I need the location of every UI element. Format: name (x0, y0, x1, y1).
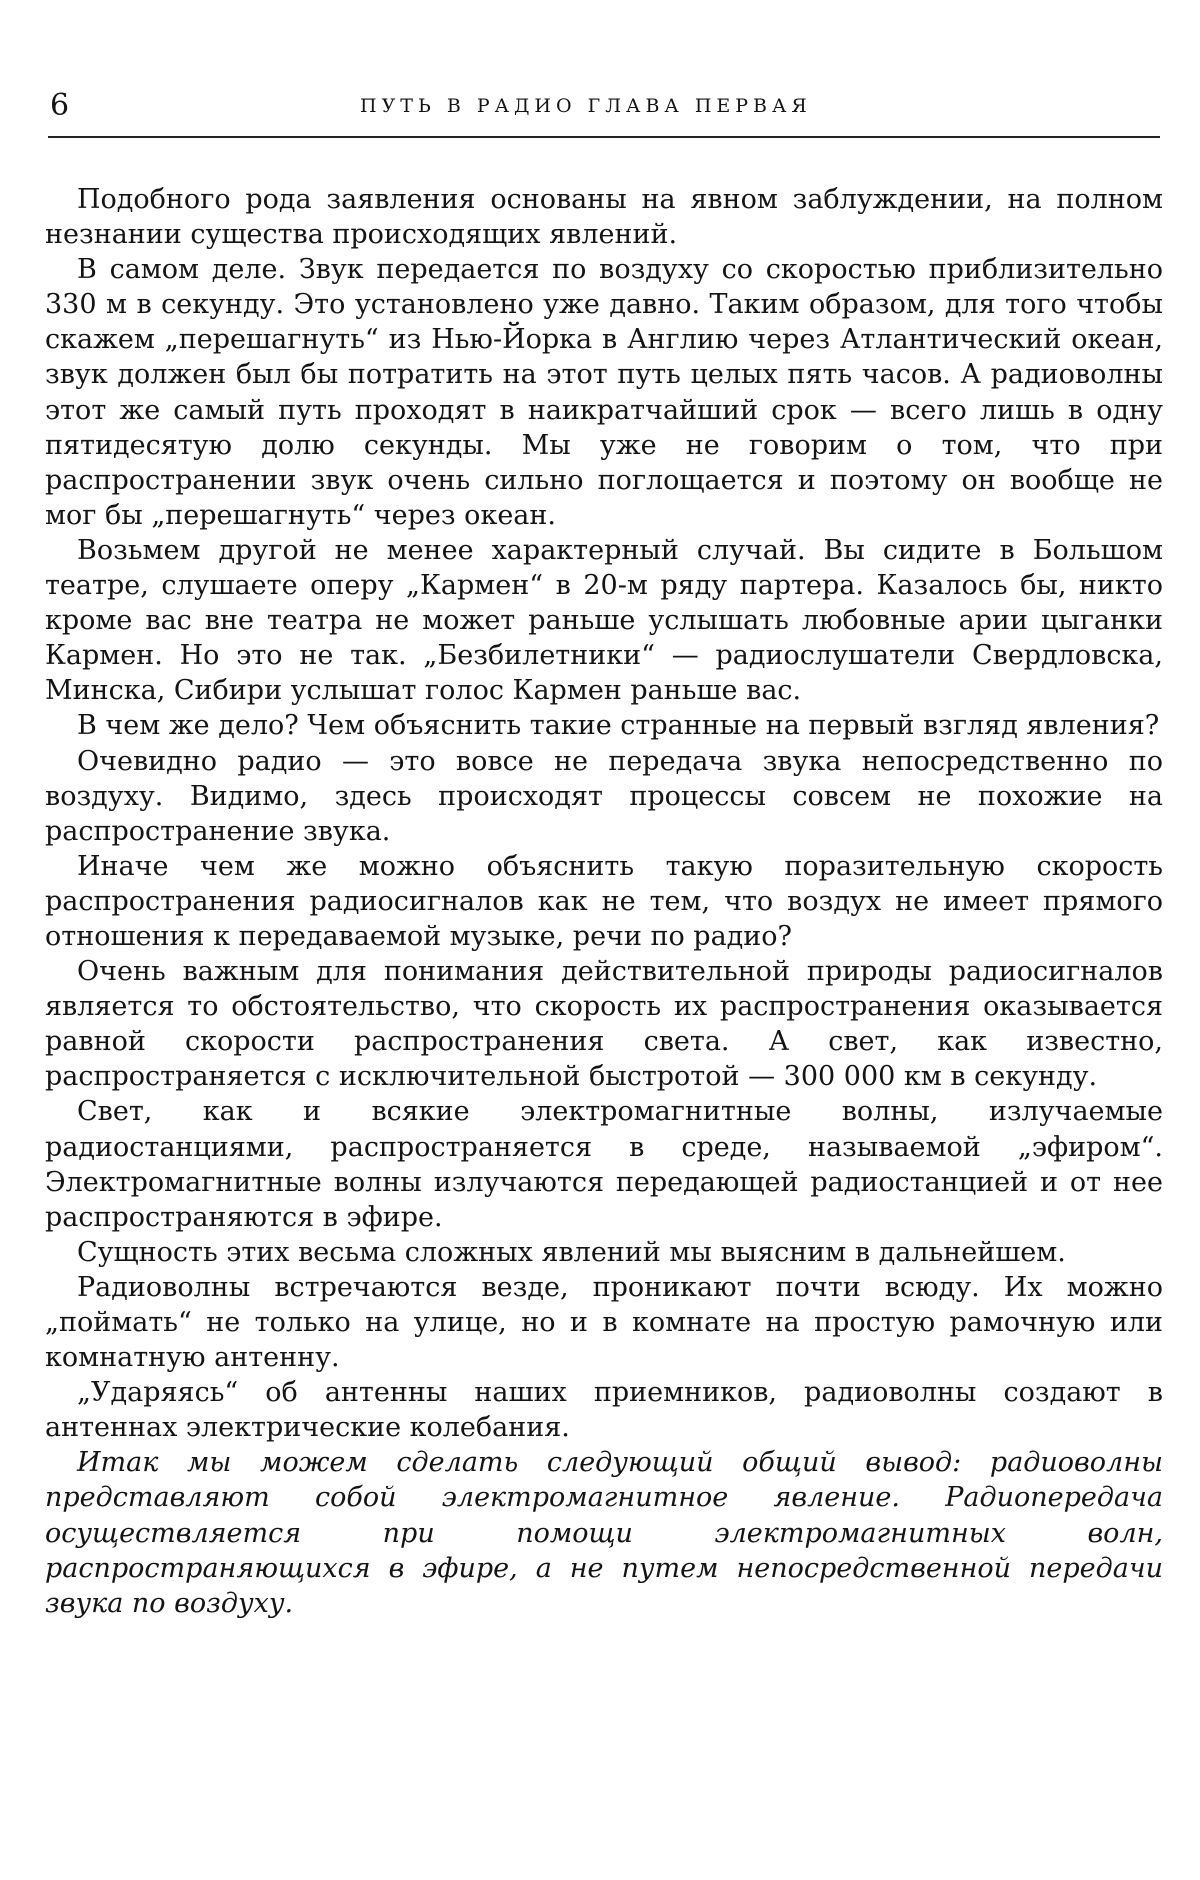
paragraph: Очень важным для понимания действительной природы радиосигналов является то обстоятельство, что скорость их распространения оказывается равной скорости распространения света. А свет, как известно, распространяется с исключительной быстротой — 300 000 км в секунду. (45, 956, 1163, 1093)
paragraph: Иначе чем же можно объяснить такую поразительную скорость распространения радиосигналов как не тем, что воздух не имеет прямого отношения к передаваемой музыке, речи по радио? (45, 850, 1163, 952)
paragraph: Подобного рода заявления основаны на явном заблуждении, на полном незнании существа происходящих явлений. (45, 184, 1163, 251)
paragraph: Возьмем другой не менее характерный случай. Вы сидите в Большом театре, слушаете оперу „Кармен“ в 20-м ряду партера. Казалось бы, никто кроме вас вне театра не может раньше услышать любовные арии цыганки Кармен. Но это не так. „Безбилетники“ — радиослушатели Свердловска, Минска, Сибири услышат голос Кармен раньше вас. (45, 534, 1163, 707)
header-rule (48, 136, 1160, 138)
paragraph: В самом деле. Звук передается по воздуху со скоростью приблизительно 330 м в секунду. Это установлено уже давно. Таким образом, для того чтобы скажем „перешагнуть“ из Нью-Йорка в Англию через Атлантический океан, звук должен был бы потратить на этот путь целых пять часов. А радиоволны этот же самый путь проходят в наикратчайший срок — всего лишь в одну пятидесятую долю секунды. Мы уже не говорим о том, что при распространении звук очень сильно поглощается и поэтому он вообще не мог бы „перешагнуть“ через океан. (45, 254, 1163, 531)
paragraph: „Ударяясь“ об антенны наших приемников, радиоволны создают в антеннах электрические колебания. (45, 1377, 1163, 1444)
running-title: ПУТЬ В РАДИО ГЛАВА ПЕРВАЯ (360, 95, 812, 117)
page-number: 6 (50, 88, 70, 123)
conclusion-paragraph: Итак мы можем сделать следующий общий вывод: радиоволны представляют собой электромагнитное явление. Радиопередача осуществляется при помощи электромагнитных волн, распространяющихся в эфире, а не путем непосредственной передачи звука по воздуху. (45, 1447, 1163, 1619)
paragraph: Свет, как и всякие электромагнитные волны, излучаемые радиостанциями, распространяется в среде, называемой „эфиром“. Электромагнитные волны излучаются передающей радиостанцией и от нее распространяются в эфире. (45, 1096, 1163, 1233)
body-text (45, 182, 1163, 1621)
paragraph: Радиоволны встречаются везде, проникают почти всюду. Их можно „поймать“ не только на улице, но и в комнате на простую рамочную или комнатную антенну. (45, 1271, 1163, 1374)
paragraph: Сущность этих весьма сложных явлений мы выясним в дальнейшем. (77, 1236, 1066, 1268)
paragraph: В чем же дело? Чем объяснить такие странные на первый взгляд явления? (77, 710, 1160, 742)
paragraph: Очевидно радио — это вовсе не передача звука непосредственно по воздуху. Видимо, здесь происходят процессы совсем не похожие на распространение звука. (45, 745, 1163, 847)
